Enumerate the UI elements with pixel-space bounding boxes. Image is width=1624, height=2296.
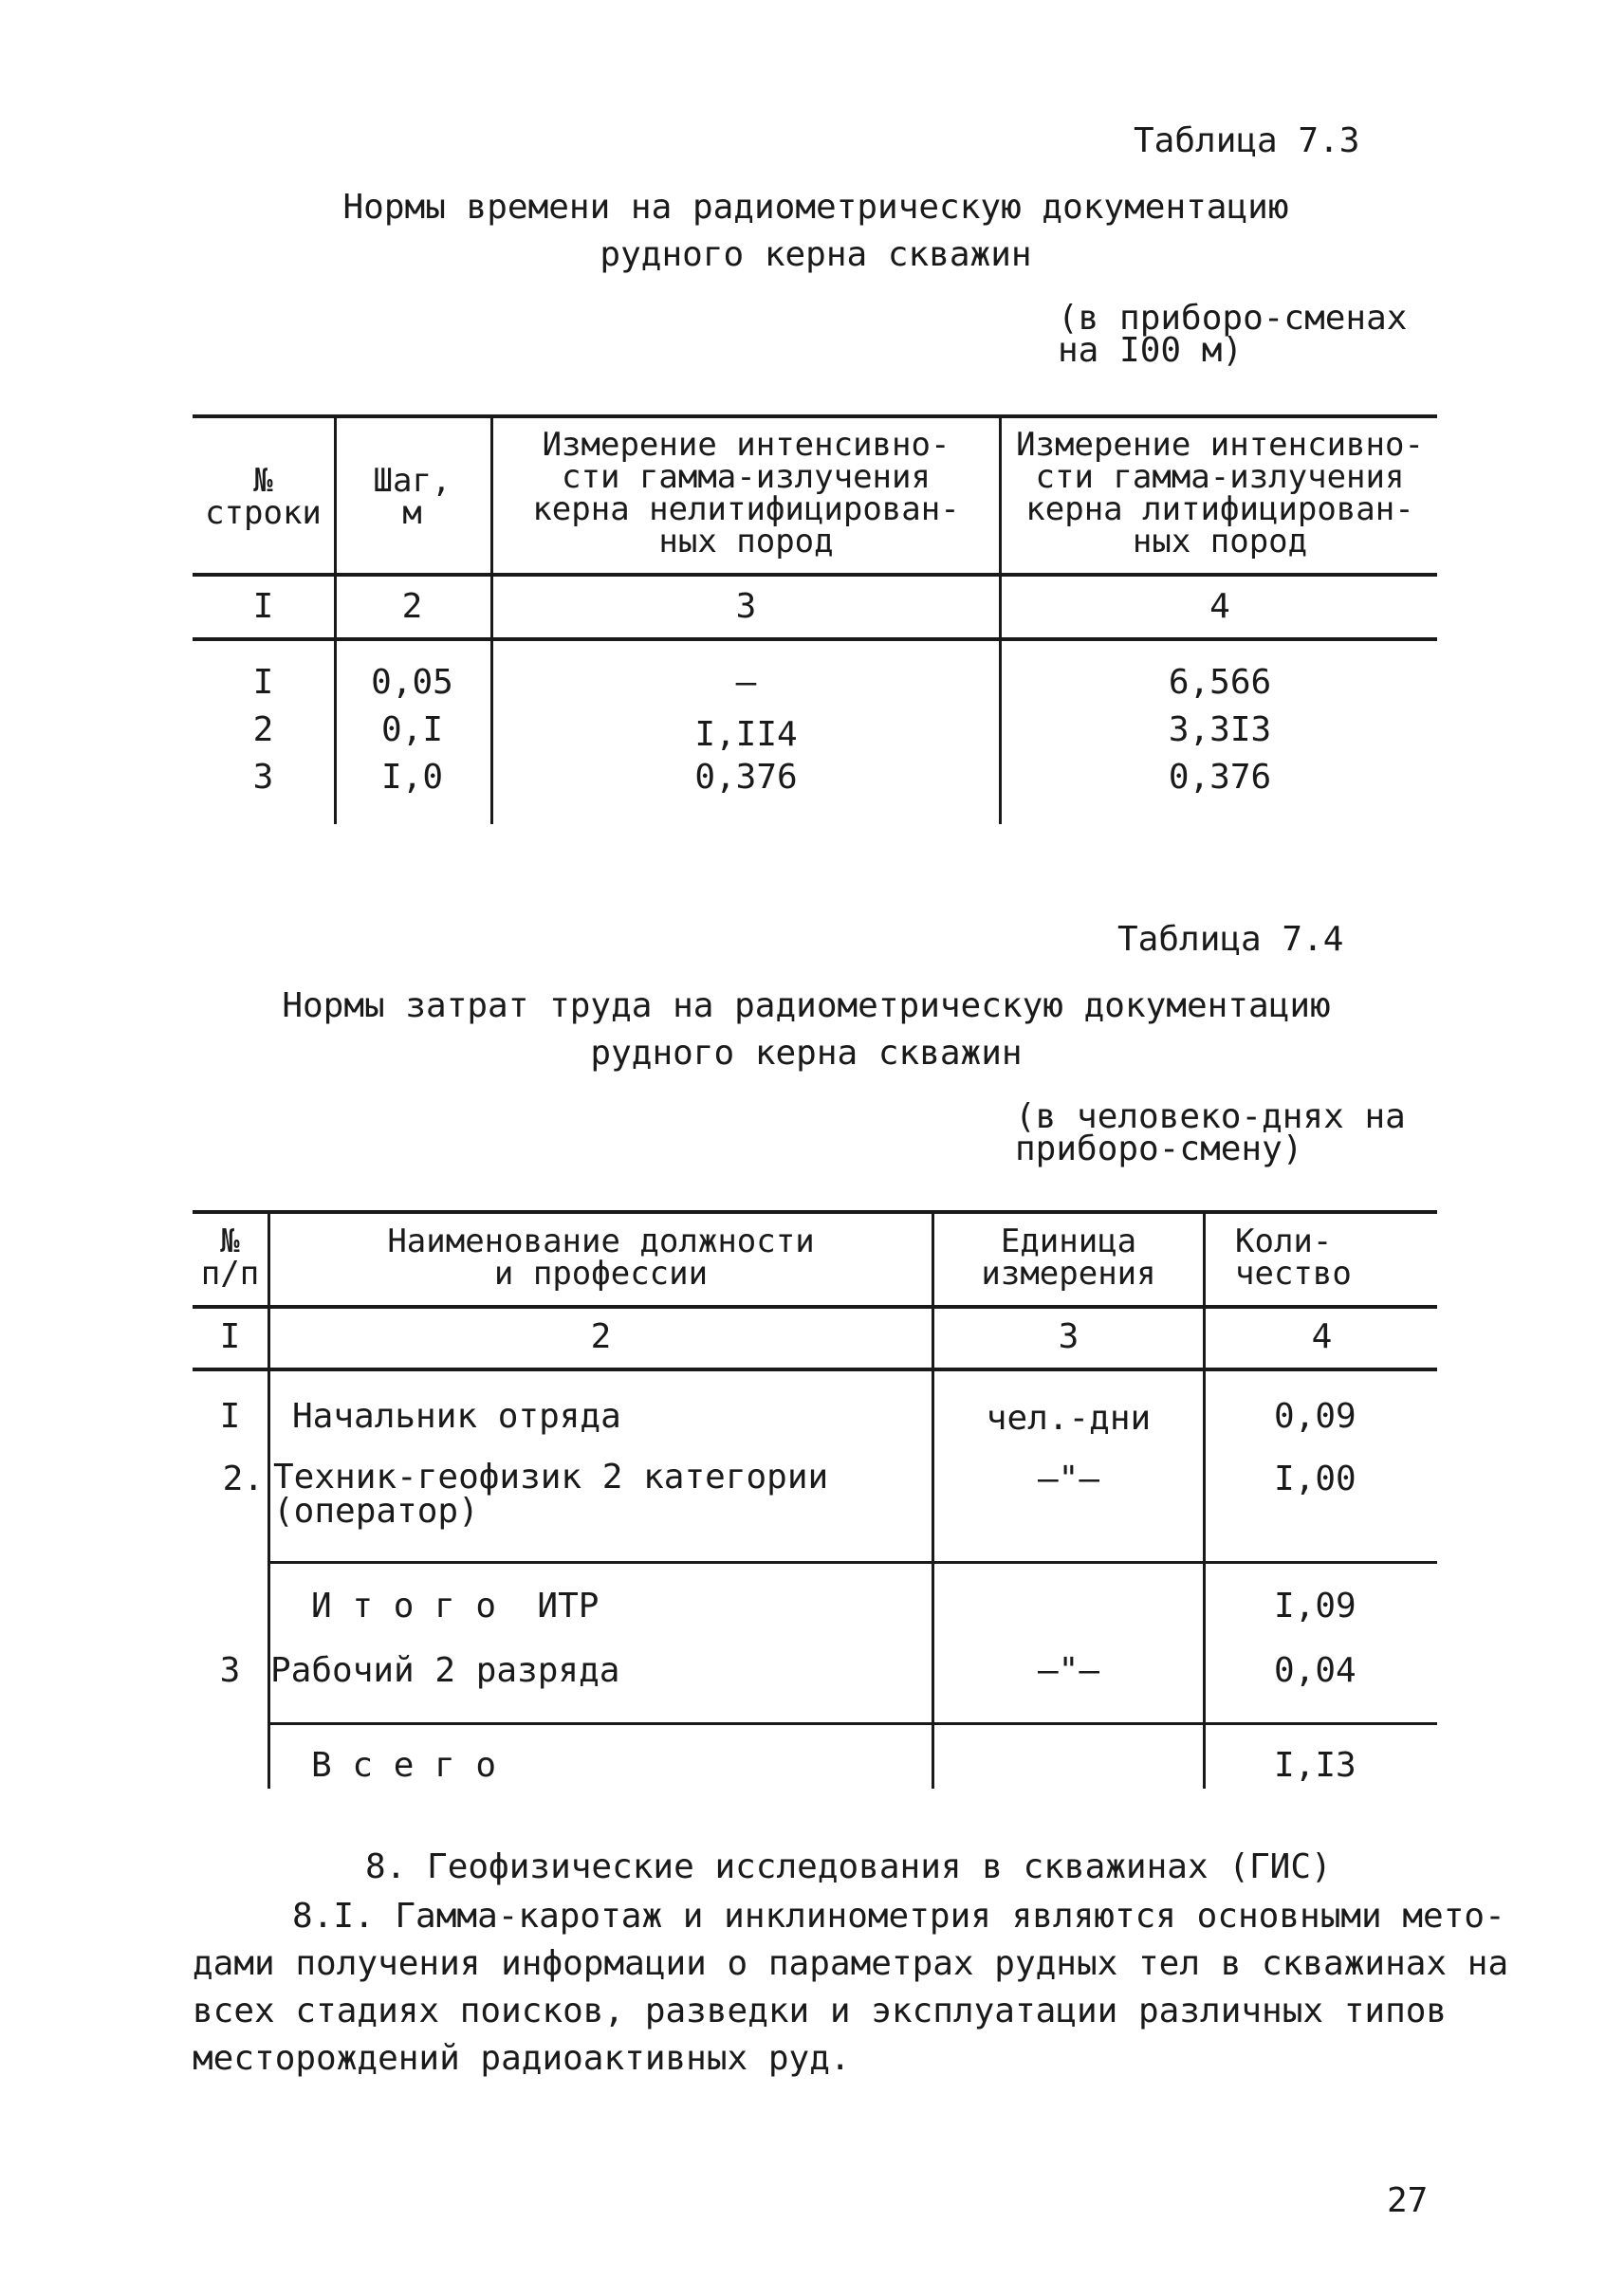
table-7-4-divider	[1203, 1210, 1206, 1789]
row-number: 3	[252, 758, 274, 797]
column-number: 4	[1311, 1317, 1333, 1356]
header-nonlithified: керна нелитифицирован-	[532, 490, 960, 528]
table-7-3-unit-line2: на I00 м)	[1058, 331, 1244, 370]
header-row-number: строки	[205, 494, 322, 532]
header-nonlithified: ных пород	[658, 523, 834, 560]
table-7-4-colnum-rule	[193, 1368, 1437, 1371]
total-value: I,I3	[1274, 1746, 1356, 1785]
column-number: I	[219, 1317, 241, 1356]
row-number: I	[252, 663, 274, 702]
header-position-name: и профессии	[493, 1255, 709, 1293]
table-7-3-unit-line1: (в приборо-сменах	[1058, 299, 1408, 338]
section-paragraph-line: всех стадиях поисков, разведки и эксплуатации различных типов	[193, 1992, 1448, 2030]
column-number: 2	[401, 587, 423, 626]
header-lithified: сти гамма-излучения	[1035, 458, 1405, 496]
nonlithified-value: –	[735, 663, 757, 702]
quantity-value: 0,04	[1274, 1651, 1356, 1690]
header-item-number: п/п	[200, 1255, 260, 1293]
table-7-3-top-rule	[193, 414, 1437, 418]
header-number-symbol: №	[253, 462, 273, 500]
step-value: 0,05	[371, 663, 453, 702]
position-name: Рабочий 2 разряда	[270, 1651, 620, 1690]
header-quantity: Коли-	[1235, 1222, 1333, 1260]
quantity-value: I,00	[1274, 1460, 1356, 1498]
table-7-4-divider	[932, 1210, 934, 1789]
step-value: I,0	[380, 758, 444, 797]
column-number: I	[252, 587, 274, 626]
lithified-value: 3,3I3	[1168, 710, 1272, 749]
row-number: 2	[252, 710, 274, 749]
section-paragraph-line: дами получения информации о параметрах рудных тел в скважинах на	[193, 1944, 1509, 1983]
table-7-4-top-rule	[193, 1210, 1437, 1214]
header-unit: Единица	[1000, 1222, 1137, 1260]
header-position-name: Наименование должности	[387, 1222, 815, 1260]
subtotal-value: I,09	[1274, 1587, 1356, 1626]
table-7-3-colnum-rule	[193, 637, 1437, 641]
header-step: Шаг,	[373, 462, 452, 500]
row-number: I	[219, 1397, 241, 1436]
header-nonlithified: Измерение интенсивно-	[542, 426, 950, 464]
column-number: 3	[735, 587, 757, 626]
total-label: В с е г о	[311, 1746, 497, 1785]
header-unit: измерения	[981, 1255, 1156, 1293]
table-7-4-label: Таблица 7.4	[1117, 920, 1344, 959]
header-lithified: керна литифицирован-	[1025, 490, 1414, 528]
table-7-4-title-line1: Нормы затрат труда на радиометрическую документацию	[282, 986, 1331, 1025]
row-number: 3	[219, 1651, 241, 1690]
quantity-value: 0,09	[1274, 1397, 1356, 1436]
table-7-4-header-rule	[193, 1305, 1437, 1309]
table-7-4-total-rule	[268, 1722, 1437, 1725]
header-lithified: Измерение интенсивно-	[1016, 426, 1424, 464]
table-7-4-unit-line1: (в человеко-днях на	[1015, 1097, 1406, 1136]
row-number: 2.	[222, 1460, 264, 1498]
unit-value: –"–	[1037, 1460, 1100, 1498]
column-number: 3	[1058, 1317, 1080, 1356]
column-number: 4	[1209, 587, 1230, 626]
step-value: 0,I	[380, 710, 444, 749]
table-7-4-subtotal-rule	[268, 1561, 1437, 1564]
table-7-4-divider	[268, 1210, 270, 1789]
table-7-3-label: Таблица 7.3	[1134, 121, 1360, 160]
position-name: Техник-геофизик 2 категории	[273, 1458, 829, 1497]
unit-value: чел.-дни	[986, 1399, 1152, 1438]
subtotal-label: И т о г о ИТР	[311, 1587, 600, 1626]
table-7-3-header-rule	[193, 573, 1437, 577]
table-7-3-title-line2: рудного керна скважин	[600, 235, 1032, 274]
header-number-symbol: №	[220, 1222, 240, 1260]
header-step-unit: м	[402, 494, 422, 532]
table-7-4-unit-line2: приборо-смену)	[1015, 1130, 1303, 1168]
unit-value: –"–	[1037, 1651, 1100, 1690]
lithified-value: 0,376	[1168, 758, 1272, 797]
section-heading: 8. Геофизические исследования в скважинах (ГИС)	[365, 1847, 1332, 1886]
section-paragraph-line: 8.I. Гамма-каротаж и инклинометрия являются основными мето-	[292, 1897, 1505, 1936]
header-quantity: чество	[1235, 1255, 1352, 1293]
nonlithified-value: I,II4	[694, 715, 798, 754]
column-number: 2	[590, 1317, 612, 1356]
header-lithified: ных пород	[1132, 523, 1308, 560]
lithified-value: 6,566	[1168, 663, 1272, 702]
nonlithified-value: 0,376	[694, 758, 798, 797]
page-number: 27	[1387, 2181, 1429, 2220]
section-paragraph-line: месторождений радиоактивных руд.	[193, 2039, 851, 2078]
header-nonlithified: сти гамма-излучения	[562, 458, 931, 496]
position-name: (оператор)	[273, 1492, 479, 1531]
table-7-4-title-line2: рудного керна скважин	[590, 1034, 1023, 1073]
position-name: Начальник отряда	[292, 1397, 621, 1436]
table-7-3-title-line1: Нормы времени на радиометрическую документацию	[342, 188, 1289, 227]
